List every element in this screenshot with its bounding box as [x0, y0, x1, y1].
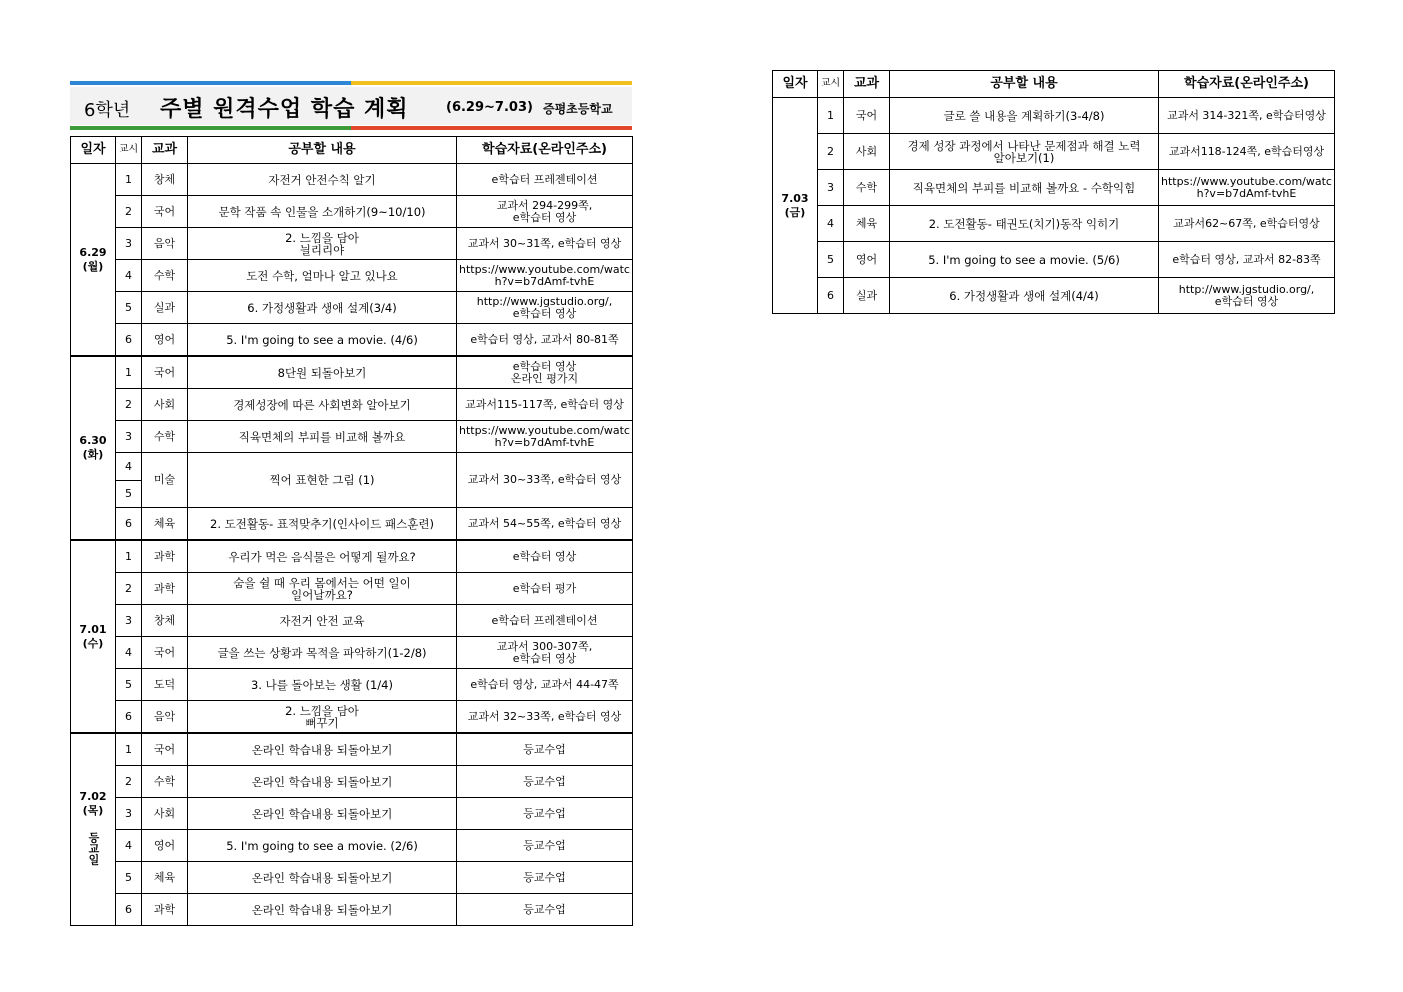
- resource-cell: 등교수업: [457, 733, 633, 766]
- subject-cell: 체육: [844, 206, 890, 242]
- resource-cell: https://www.youtube.com/watc h?v=b7dAmf-tvhE: [457, 421, 633, 453]
- resource-cell: https://www.youtube.com/watc h?v=b7dAmf-tvhE: [1159, 170, 1335, 206]
- table-row: [71, 356, 633, 389]
- title-bar-top-blue: [70, 81, 351, 85]
- subject-cell: 국어: [142, 196, 188, 228]
- period-cell: 1: [116, 540, 142, 573]
- schedule-table-left: [70, 136, 633, 926]
- content-cell: 우리가 먹은 음식물은 어떻게 될까요?: [188, 540, 457, 573]
- content-cell: 6. 가정생활과 생애 설계(4/4): [890, 278, 1159, 314]
- col-header-period: 교시: [818, 71, 844, 98]
- table-row: [71, 766, 633, 798]
- content-cell: 경제성장에 따른 사회변화 알아보기: [188, 389, 457, 421]
- subject-cell: 과학: [142, 573, 188, 605]
- content-cell: 5. I'm going to see a movie. (4/6): [188, 324, 457, 357]
- content-cell: 글을 쓰는 상황과 목적을 파악하기(1-2/8): [188, 637, 457, 669]
- date-cell: [71, 164, 116, 357]
- date-label: 7.02: [79, 790, 107, 803]
- subject-cell: 영어: [142, 830, 188, 862]
- content-cell: 도전 수학, 얼마나 알고 있나요: [188, 260, 457, 292]
- content-cell: 자전거 안전 교육: [188, 605, 457, 637]
- table-row: [71, 862, 633, 894]
- resource-cell: e학습터 프레젠테이션: [457, 164, 633, 196]
- table-row: [71, 894, 633, 926]
- subject-cell: 도덕: [142, 669, 188, 701]
- subject-cell: 실과: [844, 278, 890, 314]
- table-row: [71, 798, 633, 830]
- subject-cell: 창체: [142, 605, 188, 637]
- subject-cell: 국어: [142, 733, 188, 766]
- page-title: 주별 원격수업 학습 계획: [160, 97, 409, 122]
- schedule-table-right: [772, 70, 1335, 314]
- period-cell: 2: [116, 573, 142, 605]
- table-row: [773, 98, 1335, 134]
- content-cell: 2. 느낌을 담아 뻐꾸기: [188, 701, 457, 734]
- resource-cell: e학습터 영상, 교과서 44-47쪽: [457, 669, 633, 701]
- period-cell: 4: [116, 453, 142, 481]
- resource-cell: e학습터 영상, 교과서 80-81쪽: [457, 324, 633, 357]
- date-label: 7.01: [79, 622, 107, 636]
- resource-cell: e학습터 프레젠테이션: [457, 605, 633, 637]
- subject-cell: 실과: [142, 292, 188, 324]
- period-cell: 2: [818, 134, 844, 170]
- table-row: [773, 278, 1335, 314]
- col-header-content: 공부할 내용: [188, 137, 457, 164]
- table-row: [71, 453, 633, 481]
- period-cell: 3: [116, 605, 142, 637]
- title-block: [70, 81, 632, 131]
- date-range: (6.29~7.03): [446, 100, 533, 115]
- resource-cell: 교과서 294-299쪽, e학습터 영상: [457, 196, 633, 228]
- period-cell: 1: [116, 733, 142, 766]
- content-cell: 2. 느낌을 담아 늴리리야: [188, 228, 457, 260]
- content-cell: 2. 도전활동- 표적맞추기(인사이드 패스훈련): [188, 508, 457, 541]
- table-row: [773, 170, 1335, 206]
- title-row: [70, 87, 632, 125]
- subject-cell: 사회: [844, 134, 890, 170]
- period-cell: 2: [116, 766, 142, 798]
- subject-cell: 수학: [142, 421, 188, 453]
- resource-cell: 교과서 314-321쪽, e학습터영상: [1159, 98, 1335, 134]
- period-cell: 4: [116, 830, 142, 862]
- date-cell: [71, 540, 116, 733]
- period-cell: 5: [116, 862, 142, 894]
- subject-cell: 영어: [142, 324, 188, 357]
- table-row: [773, 134, 1335, 170]
- subject-cell: 사회: [142, 389, 188, 421]
- title-bar-bottom-green: [70, 126, 351, 130]
- content-cell: 직육면체의 부피를 비교해 볼까요: [188, 421, 457, 453]
- table-row: [71, 324, 633, 357]
- table-row: [71, 669, 633, 701]
- period-cell: 5: [818, 242, 844, 278]
- table-row: [71, 260, 633, 292]
- content-cell: 온라인 학습내용 되돌아보기: [188, 766, 457, 798]
- resource-cell: 교과서62~67쪽, e학습터영상: [1159, 206, 1335, 242]
- resource-cell: 교과서 30~31쪽, e학습터 영상: [457, 228, 633, 260]
- table-row: [773, 242, 1335, 278]
- period-cell: 1: [818, 98, 844, 134]
- resource-cell: 등교수업: [457, 766, 633, 798]
- subject-cell: 수학: [142, 260, 188, 292]
- content-cell: 2. 도전활동- 태권도(치기)동작 익히기: [890, 206, 1159, 242]
- subject-cell: 국어: [142, 637, 188, 669]
- col-header-resource: 학습자료(온라인주소): [457, 137, 633, 164]
- content-cell: 5. I'm going to see a movie. (2/6): [188, 830, 457, 862]
- content-cell: 5. I'm going to see a movie. (5/6): [890, 242, 1159, 278]
- subject-cell: 과학: [142, 540, 188, 573]
- content-cell: 온라인 학습내용 되돌아보기: [188, 798, 457, 830]
- resource-cell: http://www.jgstudio.org/, e학습터 영상: [1159, 278, 1335, 314]
- resource-cell: 등교수업: [457, 798, 633, 830]
- subject-cell: 체육: [142, 508, 188, 541]
- resource-cell: 교과서 54~55쪽, e학습터 영상: [457, 508, 633, 541]
- resource-cell: 등교수업: [457, 830, 633, 862]
- content-cell: 찍어 표현한 그림 (1): [188, 453, 457, 508]
- date-cell: [71, 356, 116, 540]
- subject-cell: 체육: [142, 862, 188, 894]
- content-cell: 경제 성장 과정에서 나타난 문제점과 해결 노력 알아보기(1): [890, 134, 1159, 170]
- weekday-label: (목): [82, 804, 104, 817]
- content-cell: 온라인 학습내용 되돌아보기: [188, 894, 457, 926]
- col-header-subject: 교과: [142, 137, 188, 164]
- col-header-resource: 학습자료(온라인주소): [1159, 71, 1335, 98]
- grade-label: 6학년: [84, 100, 131, 121]
- period-cell: 1: [116, 164, 142, 196]
- col-header-subject: 교과: [844, 71, 890, 98]
- day-note: 등교일: [87, 832, 100, 865]
- period-cell: 3: [116, 421, 142, 453]
- period-cell: 6: [116, 324, 142, 357]
- resource-cell: e학습터 영상, 교과서 82-83쪽: [1159, 242, 1335, 278]
- table-row: [71, 605, 633, 637]
- period-cell: 4: [818, 206, 844, 242]
- period-cell: 3: [116, 798, 142, 830]
- table-row: [71, 830, 633, 862]
- content-cell: 6. 가정생활과 생애 설계(3/4): [188, 292, 457, 324]
- title-bar-bottom-red: [351, 126, 632, 130]
- table-row: [71, 637, 633, 669]
- table-row: [71, 573, 633, 605]
- resource-cell: 교과서115-117쪽, e학습터 영상: [457, 389, 633, 421]
- table-row: [71, 228, 633, 260]
- date-label: 6.29: [79, 245, 107, 259]
- period-cell: 6: [116, 894, 142, 926]
- col-header-period: 교시: [116, 137, 142, 164]
- resource-cell: 교과서 30~33쪽, e학습터 영상: [457, 453, 633, 508]
- subject-cell: 국어: [844, 98, 890, 134]
- content-cell: 온라인 학습내용 되돌아보기: [188, 733, 457, 766]
- period-cell: 2: [116, 389, 142, 421]
- weekday-label: (화): [82, 448, 104, 461]
- table-row: [71, 701, 633, 734]
- content-cell: 직육면체의 부피를 비교해 볼까요 - 수학익힘: [890, 170, 1159, 206]
- period-cell: 5: [116, 292, 142, 324]
- subject-cell: 창체: [142, 164, 188, 196]
- period-cell: 3: [116, 228, 142, 260]
- resource-cell: 교과서 32~33쪽, e학습터 영상: [457, 701, 633, 734]
- content-cell: 온라인 학습내용 되돌아보기: [188, 862, 457, 894]
- date-cell: [71, 733, 116, 926]
- resource-cell: https://www.youtube.com/watc h?v=b7dAmf-tvhE: [457, 260, 633, 292]
- table-header-row: [71, 137, 633, 164]
- subject-cell: 미술: [142, 453, 188, 508]
- table-row: [71, 389, 633, 421]
- weekday-label: (금): [784, 205, 806, 219]
- table-row: [71, 421, 633, 453]
- resource-cell: e학습터 영상: [457, 540, 633, 573]
- subject-cell: 과학: [142, 894, 188, 926]
- period-cell: 6: [818, 278, 844, 314]
- table-header-row: [773, 71, 1335, 98]
- table-row: [71, 164, 633, 196]
- resource-cell: http://www.jgstudio.org/, e학습터 영상: [457, 292, 633, 324]
- table-row: [773, 206, 1335, 242]
- date-label: 7.03: [781, 191, 809, 205]
- period-cell: 5: [116, 669, 142, 701]
- date-cell: [773, 98, 818, 314]
- period-cell: 4: [116, 260, 142, 292]
- resource-cell: 등교수업: [457, 894, 633, 926]
- resource-cell: 등교수업: [457, 862, 633, 894]
- table-row: [71, 540, 633, 573]
- period-cell: 1: [116, 356, 142, 389]
- period-cell: 6: [116, 701, 142, 734]
- subject-cell: 국어: [142, 356, 188, 389]
- weekday-label: (월): [82, 259, 104, 273]
- school-name: 증평초등학교: [543, 102, 613, 116]
- period-cell: 3: [818, 170, 844, 206]
- content-cell: 자전거 안전수칙 알기: [188, 164, 457, 196]
- table-row: [71, 292, 633, 324]
- weekday-label: (수): [82, 636, 104, 650]
- col-header-date: 일자: [71, 137, 116, 164]
- content-cell: 8단원 되돌아보기: [188, 356, 457, 389]
- table-row: [71, 508, 633, 541]
- subject-cell: 수학: [142, 766, 188, 798]
- table-row: [71, 196, 633, 228]
- period-cell: 5: [116, 481, 142, 508]
- period-cell: 4: [116, 637, 142, 669]
- content-cell: 문학 작품 속 인물을 소개하기(9~10/10): [188, 196, 457, 228]
- resource-cell: 교과서 300-307쪽, e학습터 영상: [457, 637, 633, 669]
- content-cell: 3. 나를 돌아보는 생활 (1/4): [188, 669, 457, 701]
- resource-cell: e학습터 평가: [457, 573, 633, 605]
- resource-cell: 교과서118-124쪽, e학습터영상: [1159, 134, 1335, 170]
- resource-cell: e학습터 영상 온라인 평가지: [457, 356, 633, 389]
- col-header-date: 일자: [773, 71, 818, 98]
- title-bar-top-yellow: [351, 81, 632, 85]
- date-label: 6.30: [79, 434, 107, 447]
- period-cell: 2: [116, 196, 142, 228]
- subject-cell: 음악: [142, 228, 188, 260]
- col-header-content: 공부할 내용: [890, 71, 1159, 98]
- content-cell: 숨을 쉴 때 우리 몸에서는 어떤 일이 일어날까요?: [188, 573, 457, 605]
- content-cell: 글로 쓸 내용을 계획하기(3-4/8): [890, 98, 1159, 134]
- subject-cell: 영어: [844, 242, 890, 278]
- subject-cell: 수학: [844, 170, 890, 206]
- period-cell: 6: [116, 508, 142, 541]
- subject-cell: 음악: [142, 701, 188, 734]
- subject-cell: 사회: [142, 798, 188, 830]
- table-row: [71, 733, 633, 766]
